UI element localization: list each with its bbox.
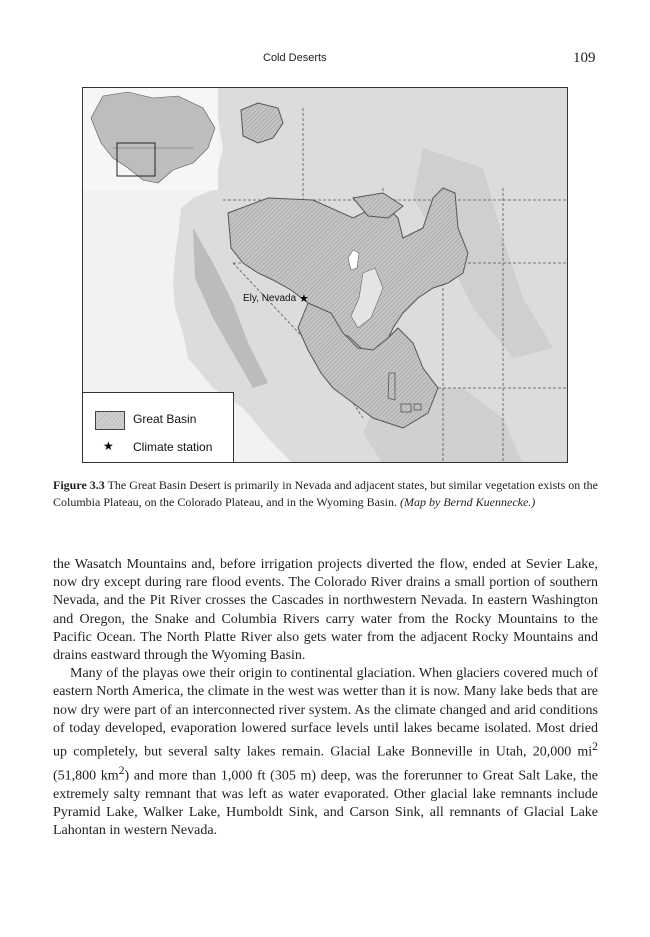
small-region-3 bbox=[388, 373, 395, 400]
body-text bbox=[53, 556, 598, 840]
caption-text: The Great Basin Desert is primarily in Nevada and adjacent states, but similar vegetation exists on the Columbia Plateau, on the Colorado Plateau, and in the Wyoming Basin. bbox=[53, 478, 598, 509]
superscript-2: 2 bbox=[118, 763, 125, 777]
caption-credit: (Map by Bernd Kuennecke.) bbox=[400, 495, 536, 509]
figure-caption bbox=[53, 477, 598, 511]
station-star-icon: ★ bbox=[299, 293, 309, 305]
running-title: Cold Deserts bbox=[263, 52, 327, 64]
legend-star-icon: ★ bbox=[103, 439, 114, 453]
superscript-1: 2 bbox=[592, 740, 598, 754]
inset-svg bbox=[83, 88, 218, 190]
running-head bbox=[0, 50, 650, 70]
great-basin-map-figure bbox=[82, 87, 568, 463]
north-america-inset-map bbox=[83, 88, 218, 190]
small-region-2 bbox=[414, 404, 421, 410]
paragraph-2 bbox=[53, 665, 598, 840]
paragraph-2-part-c: ) and more than 1,000 ft (305 m) deep, was the forerunner to Great Salt Lake, the extremely salty remnant that was left as water evaporated. Other glacial lake remnants include Pyramid Lake, Walker Lake, Humboldt Sink, and Carson Sink, all remnants of Glacial Lake Lahontan in western Nevada. bbox=[53, 768, 598, 839]
map-legend bbox=[83, 392, 234, 463]
legend-climate-station-label: Climate station bbox=[133, 440, 213, 454]
paragraph-2-part-a: Many of the playas owe their origin to continental glaciation. When glaciers covered much of eastern North America, the climate in the west was wetter than it is now. Many lake beds that are now dry were part of an interconnected river system. As the climate changed and arid conditions of today developed, evaporation lowered surface levels until lakes became isolated. Most dried up completely, but several salty lakes remain. Glacial Lake Bonneville in Utah, 20,000 mi bbox=[53, 666, 598, 760]
figure-number: Figure 3.3 bbox=[53, 478, 105, 492]
legend-great-basin-label: Great Basin bbox=[133, 412, 197, 426]
paragraph-1: the Wasatch Mountains and, before irrigation projects diverted the flow, ended at Sevier Lake, now dry except during rare flood events. The Colorado River drains a small portion of southern Nevada, and the Pit River crosses the Cascades in northwestern Nevada. In eastern Washington and Oregon, the Snake and Columbia Rivers carry water from the Rocky Mountains to the Pacific Ocean. The North Platte River also gets water from the adjacent Rocky Mountains and drains eastward through the Wyoming Basin. bbox=[53, 557, 598, 664]
small-region-1 bbox=[401, 404, 411, 412]
station-label: Ely, Nevada bbox=[243, 293, 297, 304]
page-number: 109 bbox=[573, 50, 596, 66]
paragraph-2-part-b: (51,800 km bbox=[53, 768, 119, 784]
great-basin-swatch bbox=[95, 411, 125, 430]
